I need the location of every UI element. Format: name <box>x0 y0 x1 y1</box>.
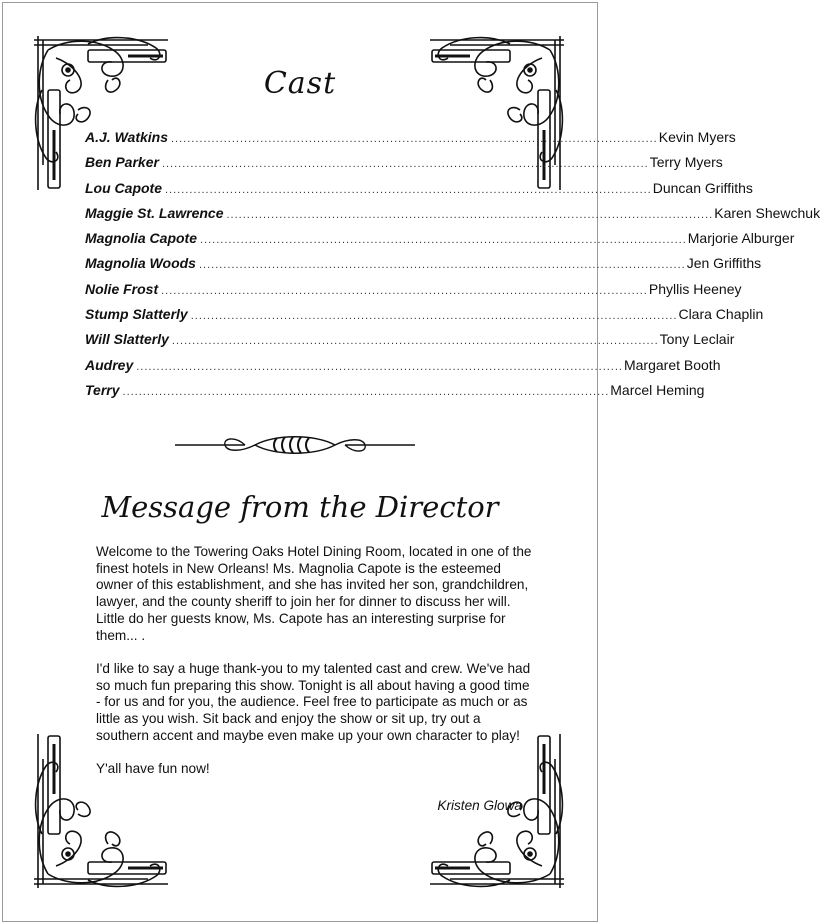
dot-leader: ........................................................................................................................ <box>198 259 686 272</box>
dot-leader: ........................................................................................................................ <box>226 208 714 221</box>
cast-role: Magnolia Capote <box>85 230 198 247</box>
cast-row <box>85 129 736 154</box>
dot-leader: ........................................................................................................................ <box>200 234 687 247</box>
cast-role: Will Slatterly <box>85 331 169 348</box>
cast-role: A.J. Watkins <box>85 129 168 145</box>
flourish-divider <box>175 432 415 458</box>
cast-actor: Duncan Griffiths <box>652 179 753 196</box>
message-paragraph: Welcome to the Towering Oaks Hotel Dining Room, located in one of the finest hotels in New Orleans! Ms. Magnolia Capote is the esteemed owner of this establishment, and she has invited her son, grandchildren, lawyer, and the county sheriff to join her for dinner to discuss her will. Little do her guests know, Ms. Capote has an interesting surprise for them... . <box>96 544 532 643</box>
cast-actor: Karen Shewchuk <box>714 204 820 221</box>
cast-row <box>85 306 764 331</box>
dot-leader: ........................................................................................................................ <box>122 385 610 398</box>
dot-leader: ........................................................................................................................ <box>165 183 652 196</box>
cast-row <box>85 230 795 255</box>
cast-role: Ben Parker <box>85 154 159 171</box>
cast-row <box>85 381 705 407</box>
message-paragraph: Y'all have fun now! <box>96 761 210 777</box>
cast-actor: Marcel Heming <box>610 381 705 398</box>
director-signature: Kristen Glowa <box>437 798 522 813</box>
cast-actor: Jen Griffiths <box>686 255 762 272</box>
cast-actor: Margaret Booth <box>623 356 721 373</box>
cast-role: Magnolia Woods <box>85 255 196 272</box>
cast-actor: Kevin Myers <box>658 129 736 145</box>
cast-actor: Clara Chaplin <box>678 306 764 323</box>
dot-leader: ........................................................................................................................ <box>171 335 659 348</box>
cast-row <box>85 331 735 356</box>
cast-row <box>85 179 753 205</box>
cast-actor: Terry Myers <box>649 154 723 171</box>
cast-row <box>85 356 721 382</box>
director-message-heading: Message from the Director <box>101 490 499 524</box>
cast-role: Lou Capote <box>85 179 162 196</box>
cast-role: Terry <box>85 381 120 398</box>
cast-role: Stump Slatterly <box>85 306 188 323</box>
dot-leader: ........................................................................................................................ <box>161 158 649 171</box>
dot-leader: ........................................................................................................................ <box>171 133 658 145</box>
cast-actor: Marjorie Alburger <box>687 230 795 247</box>
dot-leader: ........................................................................................................................ <box>190 310 678 323</box>
director-message-body <box>96 544 536 795</box>
cast-row <box>85 280 742 306</box>
message-paragraph: I'd like to say a huge thank-you to my talented cast and crew. We've had so much fun preparing this show. Tonight is all about having a good time - for us and for you, the audience. Feel free to participate as much or as little as you wish. Sit back and enjoy the show or sit up, try out a southern accent and maybe even make up your own character to play! <box>96 660 531 743</box>
cast-role: Maggie St. Lawrence <box>85 204 224 221</box>
cast-actor: Phyllis Heeney <box>648 280 742 297</box>
cast-heading: Cast <box>263 66 337 101</box>
cast-row <box>85 255 762 280</box>
cast-actor: Tony Leclair <box>659 331 735 348</box>
cast-row <box>85 154 723 179</box>
dot-leader: ........................................................................................................................ <box>136 360 623 373</box>
cast-role: Audrey <box>85 356 134 373</box>
cast-row <box>85 204 820 230</box>
dot-leader: ........................................................................................................................ <box>161 284 648 297</box>
cast-list <box>85 129 820 407</box>
cast-role: Nolie Frost <box>85 280 159 297</box>
